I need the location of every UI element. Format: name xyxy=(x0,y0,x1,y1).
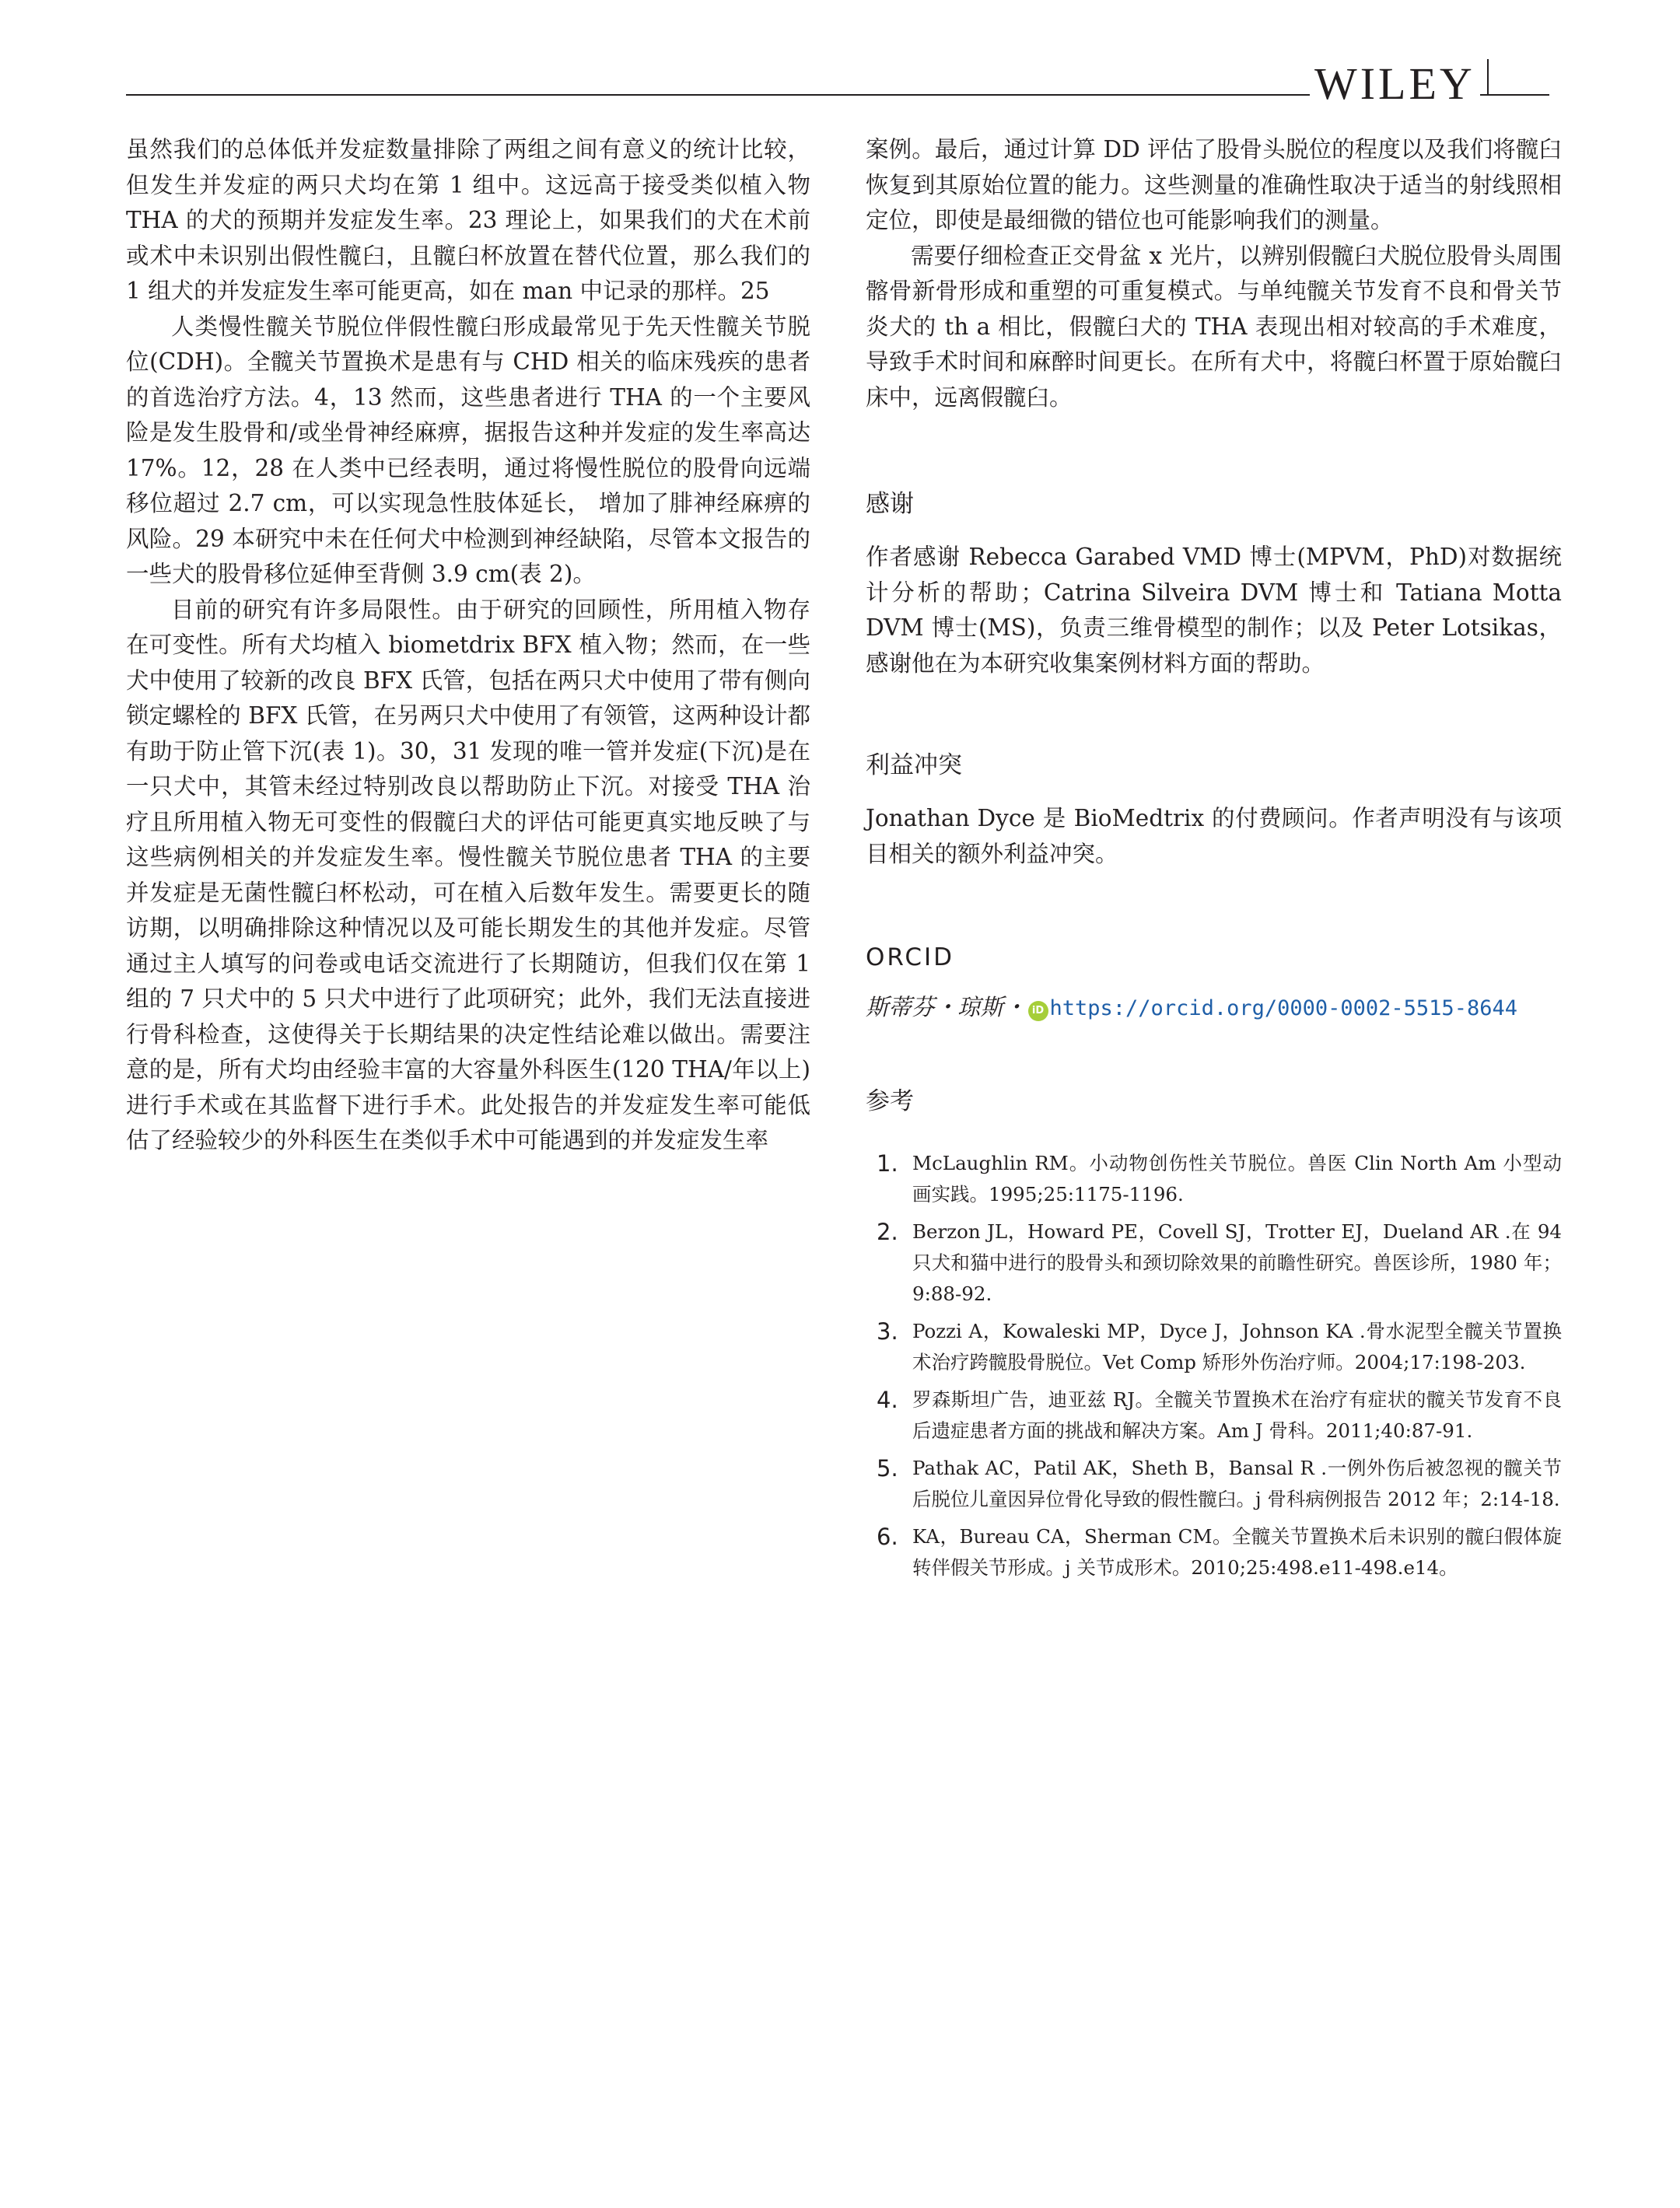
reference-list xyxy=(866,1148,1562,1583)
reference-text: KA，Bureau CA，Sherman CM。全髋关节置换术后未识别的髋臼假体旋转伴假关节形成。j 关节成形术。2010;25:498.e11-498.e14。 xyxy=(912,1524,1562,1579)
reference-item xyxy=(866,1521,1562,1583)
orcid-link[interactable]: https://orcid.org/0000-0002-5515-8644 xyxy=(1049,996,1517,1020)
body-paragraph: 人类慢性髋关节脱位伴假性髋臼形成最常见于先天性髋关节脱位(CDH)。全髋关节置换术是患有与 CHD 相关的临床残疾的患者的首选治疗方法。4，13 然而，这些患者进行 THA 的一个主要风险是发生股骨和/或坐骨神经麻痹，据报告这种并发症的发生率高达 17%。12，28 在人类中已经表明，通过将慢性脱位的股骨向远端移位超过 2.7 cm，可以实现急性肢体延长， 增加了腓神经麻痹的风险。29 本研究中未在任何犬中检测到神经缺陷，尽管本文报告的一些犬的股骨移位延伸至背侧 3.9 cm(表 2)。 xyxy=(126,313,810,587)
body-paragraph: 需要仔细检查正交骨盆 x 光片，以辨别假髋臼犬脱位股骨头周围髂骨新骨形成和重塑的可重复模式。与单纯髋关节发育不良和骨关节炎犬的 th a 相比，假髋臼犬的 THA 表现出相对较高的手术难度，导致手术时间和麻醉时间更长。在所有犬中，将髋臼杯置于原始髋臼床中，远离假髋臼。 xyxy=(866,242,1562,411)
reference-number: 4. xyxy=(877,1386,898,1413)
left-column xyxy=(126,132,810,1159)
reference-number: 6. xyxy=(877,1523,898,1550)
reference-text: 罗森斯坦广告，迪亚兹 RJ。全髋关节置换术在治疗有症状的髋关节发育不良后遗症患者方面的挑战和解决方案。Am J 骨科。2011;40:87-91. xyxy=(912,1387,1562,1442)
body-paragraph: 目前的研究有许多局限性。由于研究的回顾性，所用植入物存在可变性。所有犬均植入 biometdrix BFX 植入物；然而，在一些犬中使用了较新的改良 BFX 氏管，包括在两只犬中使用了带有侧向锁定螺栓的 BFX 氏管，在另两只犬中使用了有领管，这两种设计都有助于防止管下沉(表 1)。30，31 发现的唯一管并发症(下沉)是在一只犬中，其管未经过特别改良以帮助防止下沉。对接受 THA 治疗且所用植入物无可变性的假髋臼犬的评估可能更真实地反映了与这些病例相关的并发症发生率。慢性髋关节脱位患者 THA 的主要并发症是无菌性髋臼杯松动，可在植入后数年发生。需要更长的随访期，以明确排除这种情况以及可能长期发生的其他并发症。尽管通过主人填写的问卷或电话交流进行了长期随访，但我们仅在第 1 组的 7 只犬中的 5 只犬中进行了此项研究；此外，我们无法直接进行骨科检查，这使得关于长期结果的决定性结论难以做出。需要注意的是，所有犬均由经验丰富的大容量外科医生(120 THA/年以上)进行手术或在其监督下进行手术。此处报告的并发症发生率可能低估了经验较少的外科医生在类似手术中可能遇到的并发症发生率 xyxy=(126,596,810,1153)
reference-item xyxy=(866,1384,1562,1447)
reference-text: Berzon JL，Howard PE，Covell SJ，Trotter EJ，Dueland AR .在 94 只犬和猫中进行的股骨头和颈切除效果的前瞻性研究。兽医诊所，1980 年；9:88-92. xyxy=(912,1219,1562,1305)
references-heading: 参考 xyxy=(866,1087,914,1115)
reference-item xyxy=(866,1216,1562,1310)
reference-number: 3. xyxy=(877,1317,898,1345)
acknowledgements-heading: 感谢 xyxy=(866,490,914,518)
reference-text: Pozzi A，Kowaleski MP，Dyce J，Johnson KA .骨水泥型全髋关节置换术治疗跨髋股骨脱位。Vet Comp 矫形外伤治疗师。2004;17:198-203. xyxy=(912,1319,1562,1373)
orcid-icon: iD xyxy=(1028,1001,1048,1021)
conflict-text: Jonathan Dyce 是 BioMedtrix 的付费顾问。作者声明没有与该项目相关的额外利益冲突。 xyxy=(866,805,1562,867)
folio-rule xyxy=(1487,59,1489,95)
publisher-logo: WILEY xyxy=(1310,59,1480,109)
conflict-heading: 利益冲突 xyxy=(866,751,962,779)
orcid-entry xyxy=(866,990,1562,1027)
reference-number: 2. xyxy=(877,1218,898,1245)
reference-text: Pathak AC，Patil AK，Sheth B，Bansal R .一例外伤后被忽视的髋关节后脱位儿童因异位骨化导致的假性髋臼。j 骨科病例报告 2012 年；2:14-18. xyxy=(912,1456,1562,1510)
body-paragraph: 虽然我们的总体低并发症数量排除了两组之间有意义的统计比较，但发生并发症的两只犬均在第 1 组中。这远高于接受类似植入物 THA 的犬的预期并发症发生率。23 理论上，如果我们的犬在术前或术中未识别出假性髋臼，且髋臼杯放置在替代位置，那么我们的 1 组犬的并发症发生率可能更高，如在 man 中记录的那样。25 xyxy=(126,136,810,304)
orcid-author-name: 斯蒂芬・琼斯・ xyxy=(866,994,1027,1020)
orcid-heading: ORCID xyxy=(866,943,955,971)
reference-item xyxy=(866,1148,1562,1210)
reference-item xyxy=(866,1453,1562,1515)
acknowledgements-text: 作者感谢 Rebecca Garabed VMD 博士(MPVM，PhD)对数据统计分析的帮助；Catrina Silveira DVM 博士和 Tatiana Motta DVM 博士(MS)，负责三维骨模型的制作；以及 Peter Lotsikas，感谢他在为本研究收集案例材料方面的帮助。 xyxy=(866,544,1562,677)
reference-item xyxy=(866,1316,1562,1378)
reference-text: McLaughlin RM。小动物创伤性关节脱位。兽医 Clin North Am 小型动画实践。1995;25:1175-1196. xyxy=(912,1151,1562,1205)
reference-number: 1. xyxy=(877,1149,898,1177)
body-paragraph: 案例。最后，通过计算 DD 评估了股骨头脱位的程度以及我们将髋臼恢复到其原始位置的能力。这些测量的准确性取决于适当的射线照相定位，即使是最细微的错位也可能影响我们的测量。 xyxy=(866,136,1562,233)
reference-number: 5. xyxy=(877,1454,898,1482)
right-column xyxy=(866,132,1562,1590)
